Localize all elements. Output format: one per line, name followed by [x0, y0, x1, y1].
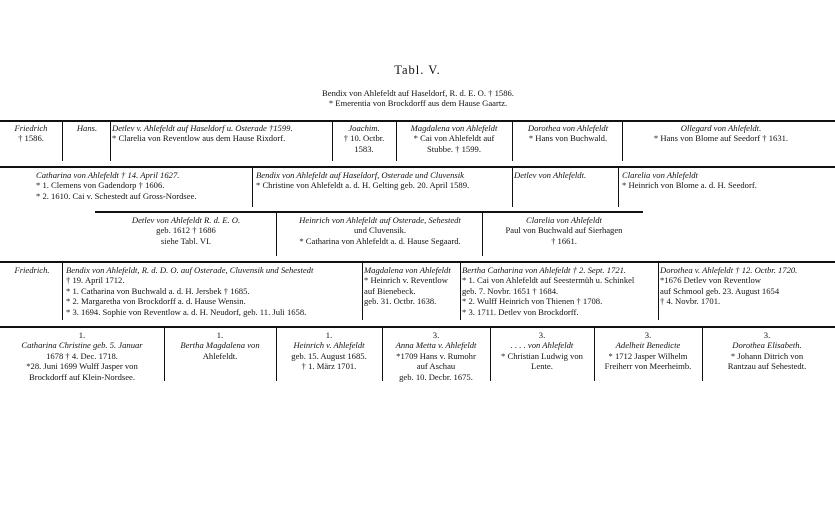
gen4-person — [66, 265, 360, 317]
entry-line: Stubbe. † 1599. — [427, 143, 481, 154]
gen1-person — [516, 123, 620, 144]
entry-line: 1583. — [354, 143, 374, 154]
entry-line: Magdalena von Ahlefeldt — [410, 123, 498, 133]
entry-line: Bendix von Ahlefeldt auf Haseldorf, Osterade und Cluvensik — [256, 170, 464, 180]
entry-line: † 1586. — [18, 133, 44, 144]
entry-line: * Hans von Buchwald. — [528, 133, 608, 144]
entry-line: auf Schmool geb. 23. August 1654 — [660, 285, 780, 296]
vertical-rule — [110, 121, 111, 161]
gen1-person — [398, 123, 510, 154]
entry-line: † 1. März 1701. — [301, 361, 357, 372]
entry-line: † 10. Octbr. — [343, 133, 385, 144]
gen1-person — [334, 123, 394, 154]
entry-line: Bertha Catharina von Ahlefeldt † 2. Sept. 1721. — [462, 265, 627, 275]
horizontal-rule — [0, 326, 835, 328]
entry-line: *1709 Hans v. Rumohr — [396, 350, 476, 361]
vertical-rule — [618, 167, 619, 207]
entry-line: Detlev von Ahlefeldt. — [514, 170, 587, 180]
entry-line: Ahlefeldt. — [202, 350, 238, 361]
entry-line: Detlev v. Ahlefeldt auf Haseldorf u. Osterade †1599. — [112, 123, 293, 133]
entry-line: Lente. — [531, 361, 553, 372]
vertical-rule — [396, 121, 397, 161]
entry-line: geb. 10. Decbr. 1675. — [399, 371, 473, 382]
entry-line: siehe Tabl. VI. — [160, 235, 212, 246]
gen1-person — [66, 123, 108, 133]
entry-line: Clarelia von Ahlefeldt — [622, 170, 698, 180]
horizontal-rule — [0, 120, 835, 122]
gen2-person — [514, 170, 618, 180]
gen5-person — [2, 330, 162, 382]
entry-line: * Christian Ludwig von — [501, 350, 583, 361]
horizontal-rule — [95, 211, 643, 213]
entry-line: Freiherr von Meerheimb. — [604, 361, 692, 372]
entry-line: † 19. April 1712. — [66, 275, 125, 286]
entry-line: auf Bienebeck. — [364, 285, 416, 296]
entry-line: . . . . von Ahlefeldt — [510, 340, 574, 351]
gen1-person — [2, 123, 60, 144]
vertical-rule — [482, 212, 483, 256]
child-number: 1. — [216, 330, 224, 340]
gen5-person — [492, 330, 592, 372]
entry-line: Bertha Magdalena von — [180, 340, 260, 351]
entry-line: Paul von Buchwald auf Sierhagen — [505, 225, 623, 236]
gen5-person — [166, 330, 274, 361]
entry-line: Friedrich — [14, 123, 48, 133]
entry-line: † 4. Novbr. 1701. — [660, 296, 721, 307]
entry-line: Friedrich. — [14, 265, 50, 275]
entry-line: * 1. Cai von Ahlefeldt auf Seestermüh u. Schinkel — [462, 275, 635, 286]
vertical-rule — [460, 262, 461, 320]
entry-line: geb. 15. August 1685. — [291, 350, 367, 361]
entry-line: Rantzau auf Sehestedt. — [727, 361, 807, 372]
gen5-person — [704, 330, 830, 372]
vertical-rule — [362, 262, 363, 320]
entry-line: * 2. Wulff Heinrich von Thienen † 1708. — [462, 296, 603, 307]
gen3-person — [98, 215, 274, 246]
gen4-person — [462, 265, 658, 317]
entry-line: Joachim. — [348, 123, 380, 133]
entry-line: geb. 1612 † 1686 — [156, 225, 216, 236]
entry-line: Magdalena von Ahlefeldt — [364, 265, 451, 275]
entry-line: Brockdorff auf Klein-Nordsee. — [28, 371, 136, 382]
entry-line: 1678 † 4. Dec. 1718. — [46, 350, 118, 361]
gen3-person — [280, 215, 480, 246]
entry-line: Dorothea v. Ahlefeldt † 12. Octbr. 1720. — [660, 265, 798, 275]
gen4-person — [364, 265, 460, 307]
entry-line: Heinrich von Ahlefeldt auf Osterade, Sehestedt — [299, 215, 461, 225]
entry-line: * Christine von Ahlefeldt a. d. H. Gelting geb. 20. April 1589. — [256, 180, 470, 191]
vertical-rule — [512, 167, 513, 207]
gen5-person — [384, 330, 488, 382]
vertical-rule — [276, 212, 277, 256]
entry-line: * 2. Margaretha von Brockdorff a. d. Hause Wensin. — [66, 296, 246, 307]
vertical-rule — [276, 327, 277, 381]
gen3-person — [486, 215, 642, 246]
entry-line: Catharina Christine geb. 5. Januar — [21, 340, 143, 351]
entry-line: * 1712 Jasper Wilhelm — [608, 350, 688, 361]
vertical-rule — [490, 327, 491, 381]
entry-line: Hans. — [76, 123, 98, 133]
entry-line: * Johann Ditrich von — [730, 350, 804, 361]
entry-line: Dorothea Elisabeth. — [732, 340, 802, 351]
entry-line: * Cai von Ahlefeldt auf — [413, 133, 495, 144]
vertical-rule — [62, 262, 63, 320]
root-line: * Emerentia von Brockdorff aus dem Hause Gaartz. — [328, 98, 508, 109]
child-number: 3. — [538, 330, 546, 340]
table-title: Tabl. V. — [394, 63, 441, 77]
vertical-rule — [658, 262, 659, 320]
gen4-person — [660, 265, 832, 307]
entry-line: Catharina von Ahlefeldt † 14. April 1627. — [36, 170, 180, 180]
entry-line: * 1. Catharina von Buchwald a. d. H. Jersbek † 1685. — [66, 285, 250, 296]
vertical-rule — [382, 327, 383, 381]
gen4-person — [4, 265, 60, 275]
entry-line: * Clarelia von Reventlow aus dem Hause Rixdorf. — [112, 133, 286, 144]
vertical-rule — [332, 121, 333, 161]
entry-line: und Cluvensik. — [353, 225, 407, 236]
vertical-rule — [594, 327, 595, 381]
entry-line: † 1661. — [551, 235, 577, 246]
vertical-rule — [62, 121, 63, 161]
entry-line: Dorothea von Ahlefeldt — [527, 123, 609, 133]
gen1-person — [626, 123, 816, 144]
child-number: 3. — [432, 330, 440, 340]
entry-line: *1676 Detlev von Reventlow — [660, 275, 761, 286]
entry-line: * 2. 1610. Cai v. Schestedt auf Gross-Nordsee. — [36, 190, 197, 201]
entry-line: auf Aschau — [416, 361, 456, 372]
vertical-rule — [702, 327, 703, 381]
vertical-rule — [252, 167, 253, 207]
entry-line: * 1. Clemens von Gadendorp † 1606. — [36, 180, 165, 191]
entry-line: Ollegard von Ahlefeldt. — [680, 123, 762, 133]
entry-line: Bendix von Ahlefeldt, R. d. D. O. auf Osterade, Cluvensik und Sehestedt — [66, 265, 314, 275]
entry-line: * Catharina von Ahlefeldt a. d. Hause Segaard. — [299, 235, 461, 246]
vertical-rule — [512, 121, 513, 161]
gen2-person — [256, 170, 510, 191]
child-number: 1. — [78, 330, 86, 340]
child-number: 3. — [763, 330, 771, 340]
entry-line: * 3. 1711. Detlev von Brockdorff. — [462, 306, 579, 317]
entry-line: * Heinrich von Blome a. d. H. Seedorf. — [622, 180, 757, 191]
horizontal-rule — [0, 261, 835, 263]
entry-line: Adelheit Benedicte — [615, 340, 681, 351]
vertical-rule — [164, 327, 165, 381]
entry-line: * Hans von Blome auf Seedorf † 1631. — [653, 133, 789, 144]
entry-line: * Heinrich v. Reventlow — [364, 275, 448, 286]
gen1-person — [112, 123, 330, 144]
child-number: 1. — [325, 330, 333, 340]
horizontal-rule — [0, 166, 835, 168]
entry-line: Anna Metta v. Ahlefeldt — [395, 340, 477, 351]
entry-line: Detlev von Ahlefeldt R. d. E. O. — [131, 215, 241, 225]
entry-line: geb. 31. Octbr. 1638. — [364, 296, 437, 307]
entry-line: geb. 7. Novbr. 1651 † 1684. — [462, 285, 559, 296]
entry-line: Clarelia von Ahlefeldt — [526, 215, 602, 225]
vertical-rule — [622, 121, 623, 161]
gen5-person — [278, 330, 380, 372]
entry-line: *28. Juni 1699 Wulff Jasper von — [26, 361, 138, 372]
gen5-person — [596, 330, 700, 372]
entry-line: * 3. 1694. Sophie von Reventlow a. d. H. Neudorf, geb. 11. Juli 1658. — [66, 306, 307, 317]
root-line: Bendix von Ahlefeldt auf Haseldorf, R. d. E. O. † 1586. — [322, 88, 514, 98]
child-number: 3. — [644, 330, 652, 340]
root-person — [218, 88, 618, 109]
entry-line: Heinrich v. Ahlefeldt — [293, 340, 365, 351]
gen2-person — [622, 170, 828, 191]
gen2-person — [36, 170, 250, 201]
